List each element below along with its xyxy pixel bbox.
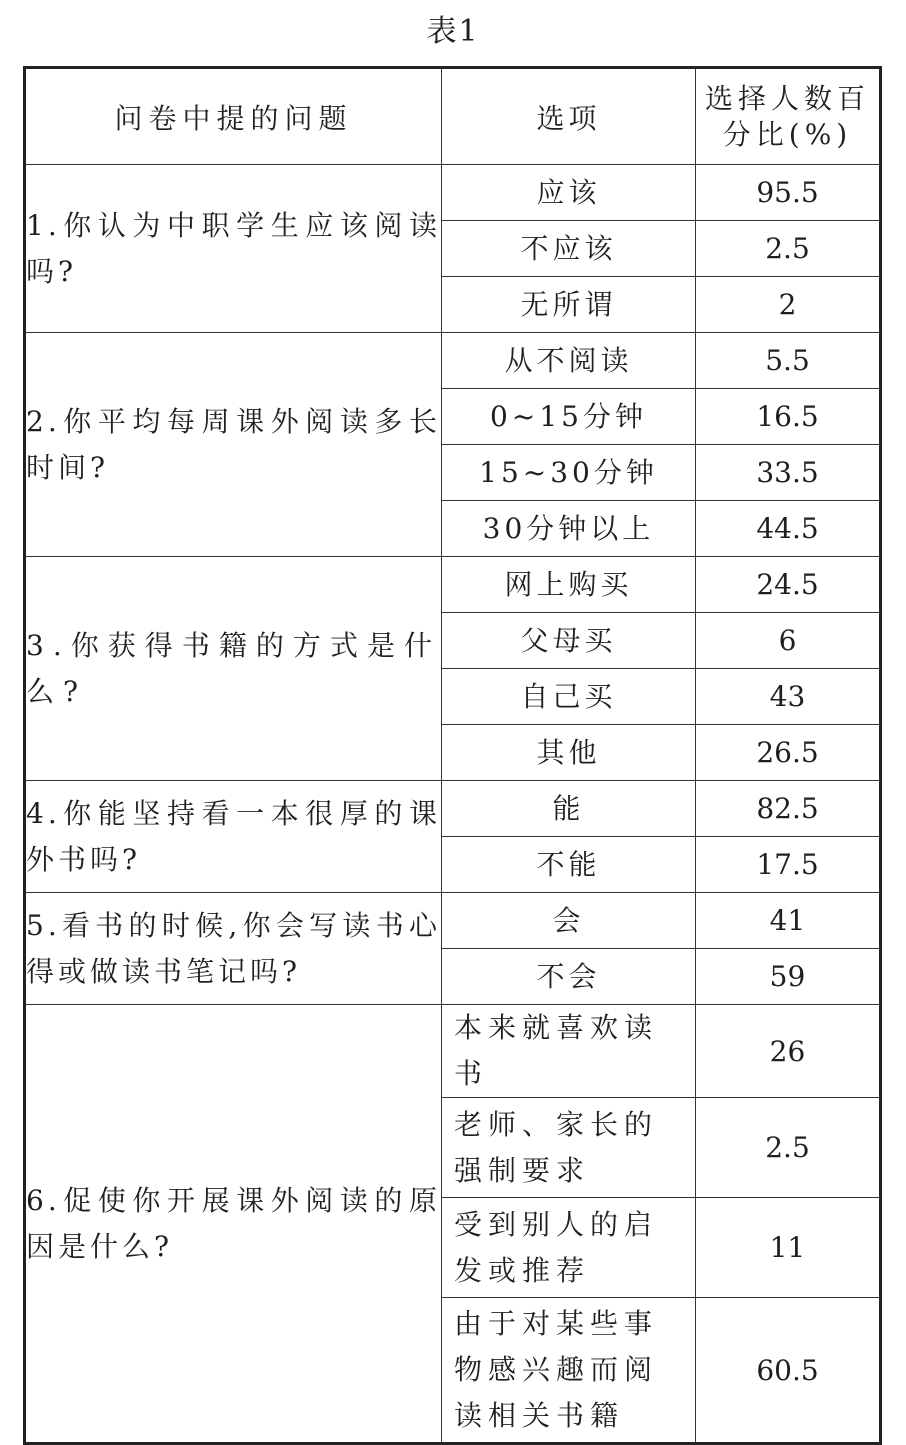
option-cell: 其他 <box>442 725 696 781</box>
option-cell: 由于对某些事物感兴趣而阅读相关书籍 <box>442 1298 696 1444</box>
header-row <box>25 68 881 165</box>
percent-cell: 2.5 <box>696 221 881 277</box>
option-cell: 15~30分钟 <box>442 445 696 501</box>
question-2: 2.你平均每周课外阅读多长时间? <box>25 333 442 557</box>
option-cell: 30分钟以上 <box>442 501 696 557</box>
table-row <box>25 893 881 949</box>
percent-cell: 33.5 <box>696 445 881 501</box>
option-cell: 会 <box>442 893 696 949</box>
option-cell: 父母买 <box>442 613 696 669</box>
option-cell: 不应该 <box>442 221 696 277</box>
percent-cell: 43 <box>696 669 881 725</box>
option-cell: 不能 <box>442 837 696 893</box>
option-cell: 0~15分钟 <box>442 389 696 445</box>
option-cell: 老师、家长的强制要求 <box>442 1098 696 1198</box>
percent-cell: 26 <box>696 1005 881 1098</box>
header-option: 选项 <box>442 68 696 165</box>
percent-cell: 24.5 <box>696 557 881 613</box>
header-percent: 选择人数百分比(%) <box>696 68 881 165</box>
table-row <box>25 557 881 613</box>
percent-cell: 41 <box>696 893 881 949</box>
percent-cell: 26.5 <box>696 725 881 781</box>
survey-table <box>23 66 882 1445</box>
option-cell: 应该 <box>442 165 696 221</box>
table-row <box>25 1005 881 1098</box>
option-cell: 网上购买 <box>442 557 696 613</box>
option-cell: 自己买 <box>442 669 696 725</box>
question-5: 5.看书的时候,你会写读书心得或做读书笔记吗? <box>25 893 442 1005</box>
percent-cell: 59 <box>696 949 881 1005</box>
percent-cell: 95.5 <box>696 165 881 221</box>
table-row <box>25 165 881 221</box>
question-1: 1.你认为中职学生应该阅读吗? <box>25 165 442 333</box>
option-cell: 从不阅读 <box>442 333 696 389</box>
question-3: 3.你获得书籍的方式是什么? <box>25 557 442 781</box>
option-cell: 能 <box>442 781 696 837</box>
table-row <box>25 781 881 837</box>
percent-cell: 44.5 <box>696 501 881 557</box>
option-cell: 受到别人的启发或推荐 <box>442 1198 696 1298</box>
question-4: 4.你能坚持看一本很厚的课外书吗? <box>25 781 442 893</box>
option-cell: 不会 <box>442 949 696 1005</box>
table-row <box>25 333 881 389</box>
question-6: 6.促使你开展课外阅读的原因是什么? <box>25 1005 442 1444</box>
percent-cell: 11 <box>696 1198 881 1298</box>
table-caption: 表1 <box>426 14 480 49</box>
option-cell: 无所谓 <box>442 277 696 333</box>
option-cell: 本来就喜欢读书 <box>442 1005 696 1098</box>
percent-cell: 16.5 <box>696 389 881 445</box>
percent-cell: 2.5 <box>696 1098 881 1198</box>
header-question: 问卷中提的问题 <box>25 68 442 165</box>
percent-cell: 17.5 <box>696 837 881 893</box>
percent-cell: 5.5 <box>696 333 881 389</box>
percent-cell: 82.5 <box>696 781 881 837</box>
percent-cell: 6 <box>696 613 881 669</box>
percent-cell: 2 <box>696 277 881 333</box>
percent-cell: 60.5 <box>696 1298 881 1444</box>
